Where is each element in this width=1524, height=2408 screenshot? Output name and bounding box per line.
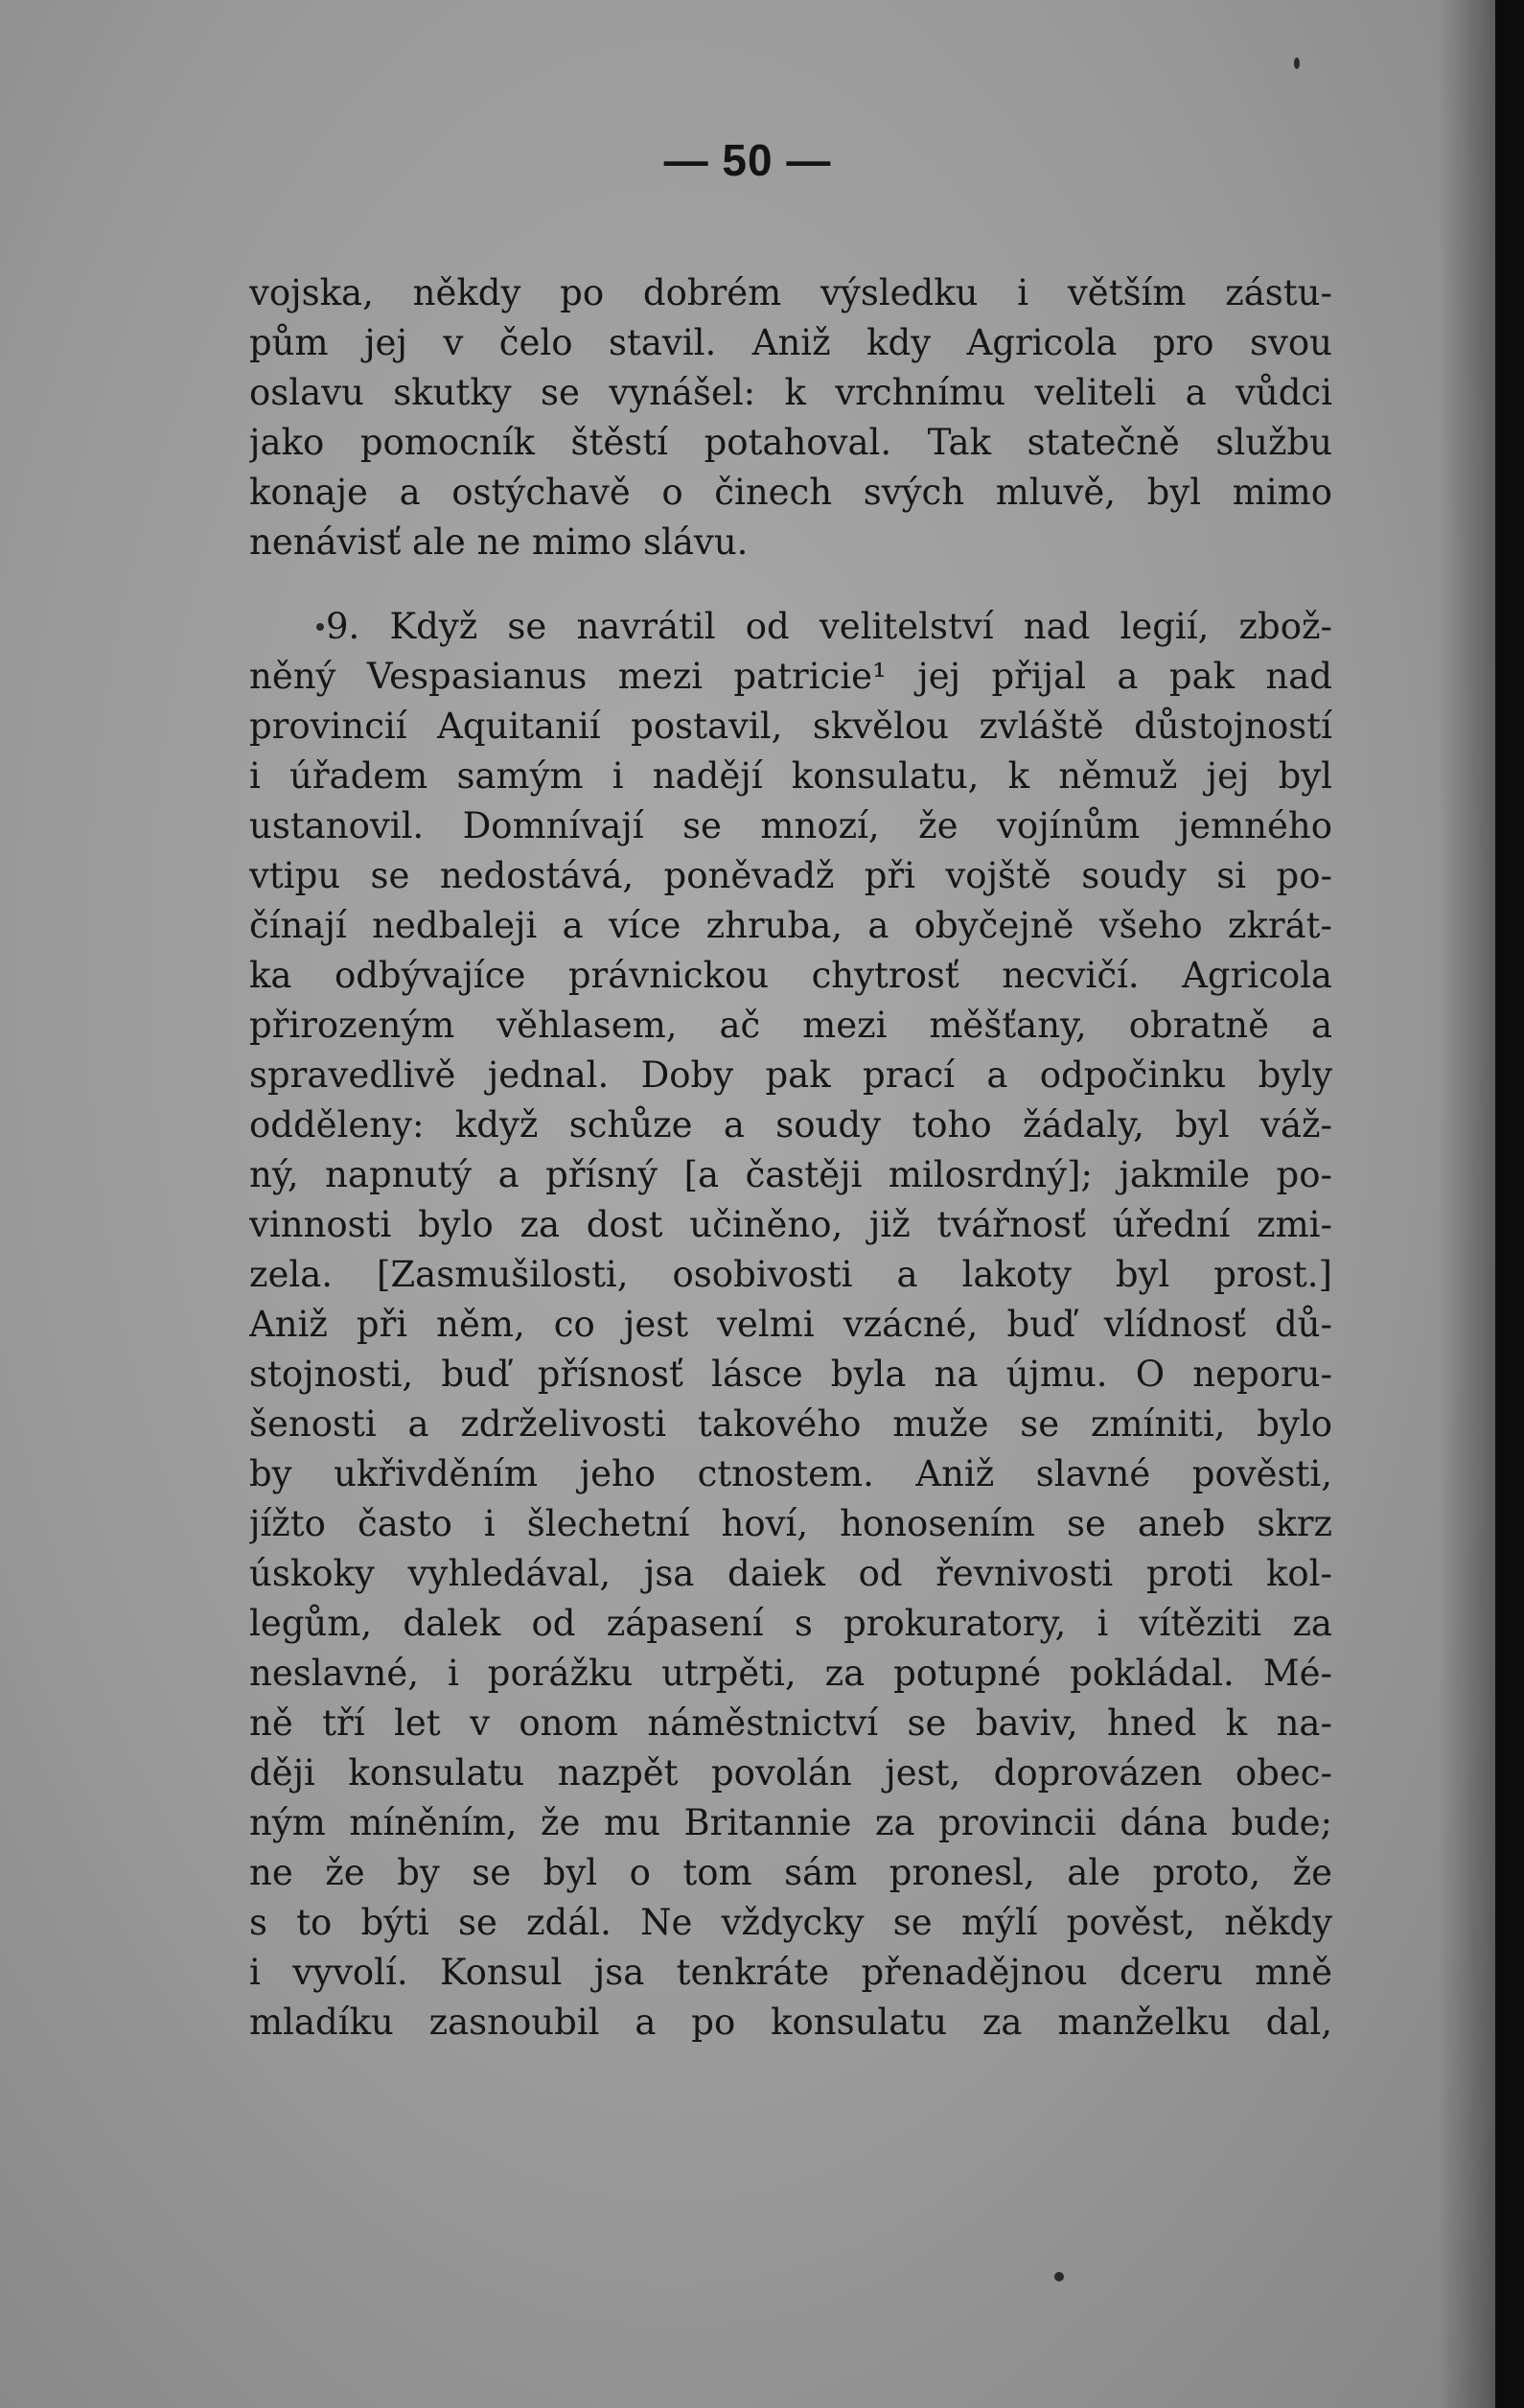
- ink-speck: [1054, 2272, 1064, 2281]
- body-text: [249, 268, 1332, 2048]
- text-line: legům, dalek od zápasení s prokuratory, i vítěziti za: [249, 1603, 1332, 1644]
- text-line: i úřadem samým i nadějí konsulatu, k němuž jej byl: [249, 755, 1332, 797]
- text-line: ka odbývajíce právnickou chytrosť necvičí. Agricola: [249, 955, 1332, 996]
- text-line: něný Vespasianus mezi patricie¹ jej přijal a pak nad: [249, 656, 1332, 697]
- paragraph-2: [249, 602, 1332, 2048]
- text-line: ději konsulatu nazpět povolán jest, doprovázen obec-: [249, 1752, 1332, 1794]
- paragraph-1: [249, 268, 1332, 567]
- text-line: jížto často i šlechetní hoví, honosením se aneb skrz: [249, 1503, 1332, 1544]
- text-line: ným míněním, že mu Britannie za provincii dána bude;: [249, 1802, 1332, 1843]
- text-line: vojska, někdy po dobrém výsledku i větším zástu-: [249, 272, 1332, 313]
- text-line: pům jej v čelo stavil. Aniž kdy Agricola pro svou: [249, 322, 1332, 363]
- text-line: odděleny: když schůze a soudy toho žádaly, byl váž-: [249, 1104, 1332, 1146]
- text-line: ný, napnutý a přísný [a častěji milosrdný]; jakmile po-: [249, 1154, 1332, 1195]
- text-line: oslavu skutky se vynášel: k vrchnímu veliteli a vůdci: [249, 372, 1332, 413]
- text-line: šenosti a zdrželivosti takového muže se zmíniti, bylo: [249, 1403, 1332, 1445]
- text-line: ustanovil. Domnívají se mnozí, že vojínům jemného: [249, 805, 1332, 846]
- text-line: úskoky vyhledával, jsa daiek od řevnivosti proti kol-: [249, 1553, 1332, 1594]
- page-edge-shadow: [1438, 0, 1495, 2408]
- text-line: provincií Aquitanií postavil, skvělou zvláště důstojností: [249, 706, 1332, 747]
- text-line: stojnosti, buď přísnosť lásce byla na újmu. O neporu-: [249, 1354, 1332, 1395]
- text-line: s to býti se zdál. Ne vždycky se mýlí pověst, někdy: [249, 1902, 1332, 1943]
- text-line: i vyvolí. Konsul jsa tenkráte přenadějnou dceru mně: [249, 1952, 1332, 1993]
- text-line: ne že by se byl o tom sám pronesl, ale proto, že: [249, 1852, 1332, 1893]
- text-line: ně tří let v onom náměstnictví se baviv, hned k na-: [249, 1702, 1332, 1744]
- ink-speck: [1294, 58, 1300, 69]
- text-line: jako pomocník štěstí potahoval. Tak statečně službu: [249, 422, 1332, 463]
- text-line: čínají nedbaleji a více zhruba, a obyčejně všeho zkrát-: [249, 905, 1332, 946]
- ink-speck: [316, 623, 324, 631]
- text-line: vtipu se nedostává, poněvadž při vojště soudy si po-: [249, 855, 1332, 896]
- text-line: přirozeným věhlasem, ač mezi měšťany, obratně a: [249, 1005, 1332, 1046]
- paragraph-spacer: [249, 567, 1332, 602]
- text-line: Aniž při něm, co jest velmi vzácné, buď vlídnosť dů-: [249, 1304, 1332, 1345]
- text-line: mladíku zasnoubil a po konsulatu za manželku dal,: [249, 2002, 1332, 2043]
- text-line: vinnosti bylo za dost učiněno, již tvářnosť úřední zmi-: [249, 1204, 1332, 1245]
- text-line: by ukřivděním jeho ctnostem. Aniž slavné pověsti,: [249, 1453, 1332, 1494]
- text-line: zela. [Zasmušilosti, osobivosti a lakoty byl prost.]: [249, 1254, 1332, 1295]
- text-line: spravedlivě jednal. Doby pak prací a odpočinku byly: [249, 1054, 1332, 1096]
- text-line: neslavné, i porážku utrpěti, za potupné pokládal. Mé-: [249, 1653, 1332, 1694]
- text-line: konaje a ostýchavě o činech svých mluvě, byl mimo: [249, 472, 1332, 513]
- page-number: — 50 —: [663, 135, 832, 185]
- text-line: nenávisť ale ne mimo slávu.: [249, 521, 749, 563]
- text-line: 9. Když se navrátil od velitelství nad legií, zbož-: [326, 606, 1332, 647]
